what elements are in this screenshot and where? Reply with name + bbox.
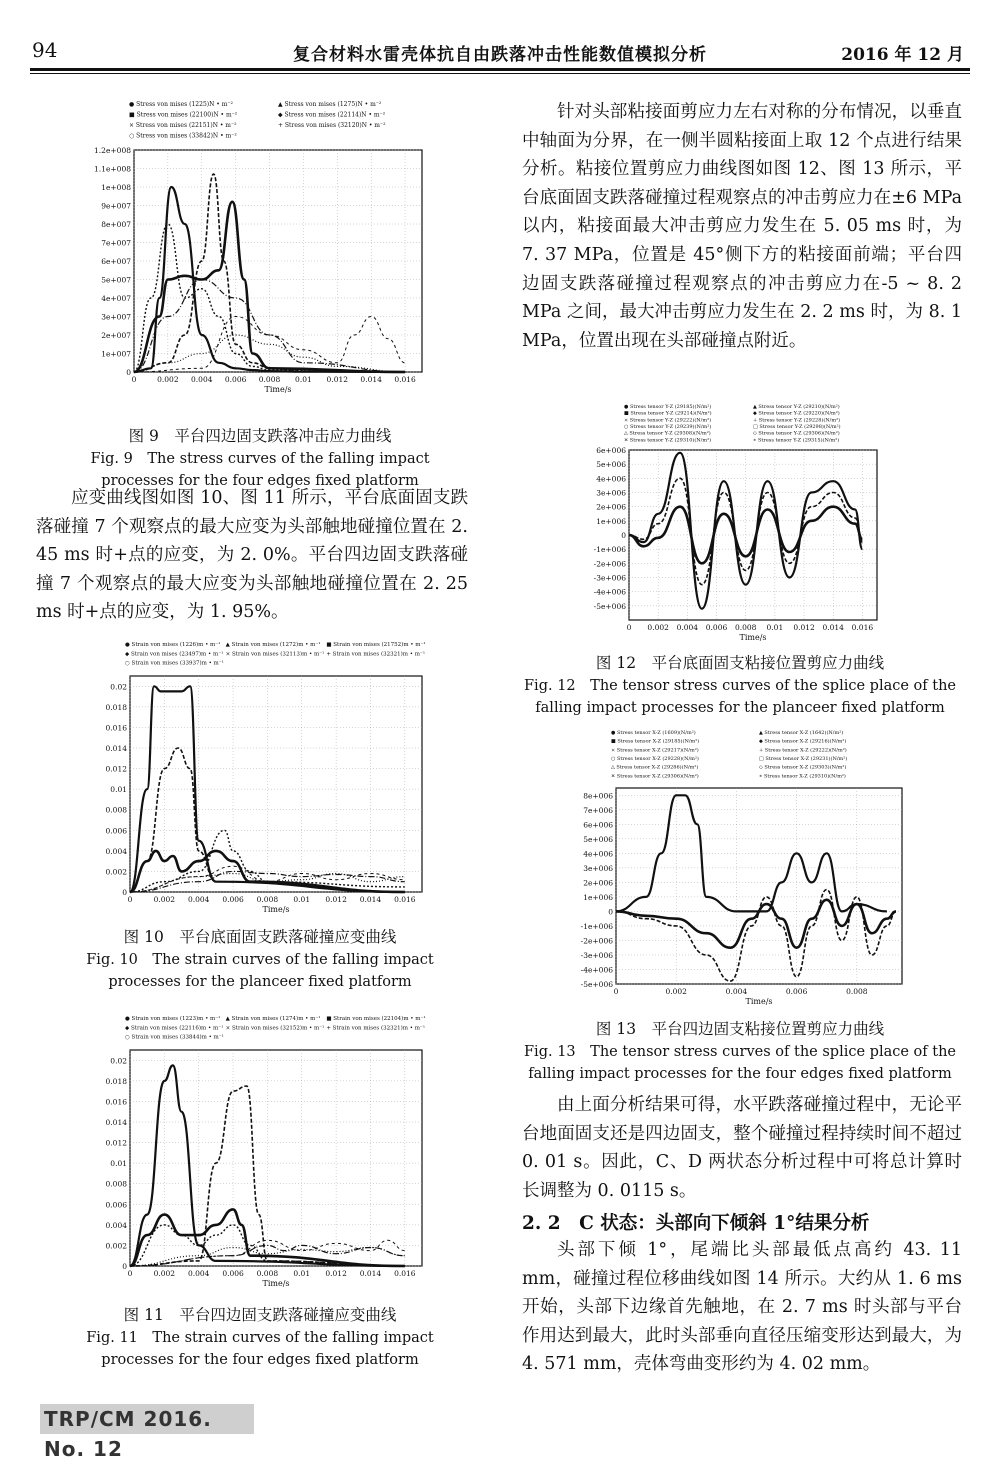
y-tick-label: -5e+006 (593, 601, 626, 611)
legend-entry: ■ Stress tensor X-Z (29185)(N/m²) (611, 738, 700, 745)
header-rule-thin (30, 73, 970, 74)
section-heading: 2. 2 C 状态：头部向下倾斜 1°结果分析 (522, 1213, 870, 1234)
caption-cn: 图 9 平台四边固支跌落冲击应力曲线 (128, 427, 392, 445)
running-title: 复合材料水雷壳体抗自由跌落冲击性能数值模拟分析 (293, 45, 707, 65)
legend-entry: ∗ Stress tensor X-Z (29310)(N/m²) (759, 773, 846, 780)
x-tick-label: 0.01 (766, 623, 784, 632)
legend-entry: ■ Stress von mises (22100)N • m⁻² (129, 111, 238, 119)
figure-10-caption (60, 926, 460, 994)
y-tick-label: 0.016 (105, 1097, 127, 1107)
figure-13-caption (520, 1018, 960, 1086)
caption-en-line1: Fig. 10 The strain curves of the falling impact (86, 951, 434, 968)
x-tick-label: 0.002 (153, 1269, 176, 1278)
legend-entry: ▲ Strain von mises (1272)m • m⁻¹ (225, 642, 321, 648)
x-tick-label: 0 (626, 623, 632, 632)
right-paragraph-3 (522, 1236, 962, 1379)
x-axis-label: Time/s (745, 997, 773, 1006)
x-tick-label: 0.014 (360, 375, 382, 384)
x-tick-label: 0.006 (222, 895, 244, 904)
x-tick-label: 0.016 (394, 895, 416, 904)
y-tick-label: -2e+006 (593, 559, 626, 569)
chart-fig13 (560, 728, 910, 1008)
legend-entry: ■ Strain von mises (22104)m • m⁻¹ (326, 1016, 426, 1022)
figure-10 (90, 640, 430, 920)
legend-entry: × Strain von mises (32113)m • m⁻¹ (225, 651, 325, 658)
legend-entry: ○ Strain von mises (33937)m • m⁻¹ (125, 660, 224, 667)
legend-entry: ● Strain von mises (1223)m • m⁻¹ (125, 1016, 221, 1022)
legend-entry: ● Stress von mises (1225)N • m⁻² (129, 101, 233, 108)
legend-entry: ● Strain von mises (1226)m • m⁻¹ (125, 642, 221, 648)
x-tick-label: 0 (127, 1269, 133, 1278)
y-tick-label: 3e+007 (101, 312, 131, 322)
x-tick-label: 0.01 (293, 895, 311, 904)
y-tick-label: 6e+006 (583, 820, 613, 830)
y-tick-label: 8e+006 (583, 791, 613, 801)
x-tick-label: 0.006 (705, 623, 728, 632)
y-tick-label: 1e+007 (101, 349, 131, 359)
y-tick-label: 1e+006 (583, 892, 613, 902)
y-tick-label: 0 (126, 368, 131, 377)
y-tick-label: 5e+006 (583, 834, 613, 844)
y-tick-label: 0.016 (105, 723, 127, 733)
x-tick-label: 0.004 (187, 895, 210, 904)
x-tick-label: 0.008 (258, 375, 281, 384)
figure-9 (90, 100, 430, 400)
legend-entry: □ Stress tensor X-Z (29231)(N/m²) (759, 756, 848, 762)
legend-entry: ◆ Strain von mises (22116)m • m⁻¹ (125, 1025, 224, 1032)
x-tick-label: 0.006 (224, 375, 247, 384)
chart-fig11 (90, 1014, 430, 1294)
legend-entry: ◇ Stress tensor Y-Z (29306)(N/m²) (753, 430, 840, 437)
y-tick-label: 0.006 (105, 826, 127, 836)
caption-en-line2: processes for the planceer fixed platform (108, 974, 412, 990)
legend-entry: + Stress von mises (32120)N • m⁻² (278, 122, 386, 129)
caption-en-line2: falling impact processes for the four edges fixed platform (528, 1066, 952, 1082)
legend-entry: ▲ Stress von mises (1275)N • m⁻² (278, 101, 382, 108)
right-paragraph-1 (522, 98, 962, 355)
chart-fig12 (585, 402, 885, 642)
y-tick-label: 0.01 (110, 785, 127, 795)
x-tick-label: 0.01 (293, 1269, 311, 1278)
chart-fig9 (90, 100, 430, 400)
caption-en-line1: Fig. 13 The tensor stress curves of the splice place of the (524, 1043, 956, 1060)
caption-en-line2: processes for the four edges fixed platform (101, 1352, 419, 1368)
y-tick-label: 0 (608, 907, 613, 917)
y-tick-label: 7e+007 (101, 238, 131, 248)
figure-11-caption (60, 1304, 460, 1372)
x-tick-label: 0.002 (665, 987, 687, 996)
x-tick-label: 0.014 (359, 1269, 382, 1278)
legend-entry: ○ Strain von mises (33844)m • m⁻¹ (125, 1034, 224, 1041)
plot-frame (616, 788, 902, 984)
header-rule-thick (30, 68, 970, 71)
y-tick-label: 2e+006 (596, 502, 626, 512)
x-tick-label: 0.002 (647, 623, 669, 632)
legend-entry: ◇ Stress tensor X-Z (29303)(N/m²) (759, 764, 847, 771)
legend-entry: ◆ Stress tensor X-Z (29216)(N/m²) (759, 738, 847, 745)
y-tick-label: -3e+006 (593, 573, 626, 583)
y-tick-label: 0.002 (105, 867, 127, 877)
legend-entry: ▲ Stress tensor Y-Z (29210)(N/m²) (753, 404, 840, 410)
legend-entry: ✕ Stress tensor Y-Z (29310)(N/m²) (624, 437, 712, 444)
legend-entry: ▲ Strain von mises (1274)m • m⁻¹ (225, 1016, 321, 1022)
legend-entry: + Stress tensor X-Z (29222)(N/m²) (759, 747, 847, 754)
legend-entry: △ Stress tensor Y-Z (29308)(N/m²) (624, 430, 711, 437)
y-tick-label: 0.018 (105, 1076, 127, 1086)
x-tick-label: 0.002 (153, 895, 176, 904)
legend-entry: × Strain von mises (32152)m • m⁻¹ (225, 1025, 325, 1032)
legend-entry: × Stress tensor X-Z (29217)(N/m²) (611, 747, 699, 754)
legend-entry: △ Stress tensor X-Z (29286)(N/m²) (611, 764, 699, 771)
y-tick-label: -1e+006 (593, 545, 626, 555)
y-tick-label: 6e+006 (596, 446, 626, 455)
figure-12-caption (520, 652, 960, 720)
y-tick-label: 1e+006 (596, 516, 626, 526)
x-tick-label: 0.006 (785, 987, 808, 996)
figure-9-caption (60, 425, 460, 493)
chart-fig10 (90, 640, 430, 920)
caption-cn: 图 11 平台四边固支跌落碰撞应变曲线 (123, 1306, 397, 1324)
left-paragraph-1 (36, 484, 468, 627)
y-tick-label: 4e+006 (583, 849, 613, 859)
y-tick-label: 4e+007 (101, 294, 131, 303)
legend-entry: ○ Stress tensor X-Z (29228)(N/m²) (611, 756, 699, 762)
legend-entry: ● Stress tensor Y-Z (29185)(N/m²) (624, 404, 712, 410)
legend-entry: ■ Stress tensor Y-Z (29214)(N/m²) (624, 410, 712, 417)
y-tick-label: -1e+006 (580, 921, 613, 931)
y-tick-label: 0.008 (105, 805, 127, 815)
y-tick-label: 8e+007 (101, 220, 131, 229)
legend-entry: × Stress tensor Y-Z (29222)(N/m²) (624, 417, 712, 424)
caption-en-line2: processes for the four edges fixed platform (101, 473, 419, 489)
legend-entry: + Strain von mises (32321)m • m⁻¹ (326, 651, 426, 658)
x-tick-label: 0.014 (822, 623, 844, 632)
y-tick-label: 0.008 (105, 1179, 127, 1189)
y-tick-label: 0.002 (105, 1241, 127, 1251)
plot-frame (130, 676, 422, 892)
y-tick-label: -5e+006 (580, 980, 613, 989)
y-tick-label: 0.02 (110, 682, 127, 692)
y-tick-label: 9e+007 (101, 201, 131, 211)
x-tick-label: 0.004 (725, 987, 748, 996)
y-tick-label: 0.02 (110, 1056, 127, 1066)
x-tick-label: 0.008 (734, 623, 757, 632)
x-tick-label: 0.002 (157, 375, 179, 384)
legend-entry: ✕ Stress tensor X-Z (29306)(N/m²) (611, 773, 699, 780)
legend-entry: ◆ Stress tensor Y-Z (29220)(N/m²) (753, 410, 840, 417)
legend-entry: ◆ Stress von mises (22114)N • m⁻² (278, 111, 386, 119)
x-tick-label: 0 (613, 987, 619, 996)
legend-entry: + Strain von mises (32321)m • m⁻¹ (326, 1025, 426, 1032)
caption-en-line1: Fig. 9 The stress curves of the falling impact (90, 450, 430, 467)
figure-13 (560, 728, 910, 1008)
y-tick-label: 0.006 (105, 1200, 127, 1210)
x-tick-label: 0.006 (222, 1269, 244, 1278)
caption-cn: 图 12 平台底面固支粘接位置剪应力曲线 (595, 654, 885, 672)
y-tick-label: 0 (122, 888, 127, 897)
legend-entry: + Stress tensor Y-Z (29228)(N/m²) (753, 417, 841, 424)
legend-entry: ▲ Stress tensor X-Z (1642)(N/m²) (759, 730, 844, 736)
y-tick-label: 4e+006 (596, 474, 626, 484)
y-tick-label: 2e+006 (583, 878, 613, 888)
legend-entry: × Stress von mises (22151)N • m⁻² (129, 122, 237, 129)
y-tick-label: 3e+006 (583, 863, 613, 873)
paragraph-text: 由上面分析结果可得，水平跌落碰撞过程中，无论平台地面固支还是四边固支，整个碰撞过程持续时间不超过 0. 01 s。因此，C、D 两状态分析过程中可将总计算时长调整为 0. 0115 s。 (522, 1095, 962, 1201)
x-tick-label: 0.004 (187, 1269, 210, 1278)
y-tick-label: 0 (122, 1262, 127, 1271)
y-tick-label: 0.014 (105, 1118, 127, 1127)
x-axis-label: Time/s (262, 1279, 290, 1288)
y-tick-label: 1.1e+008 (94, 164, 131, 174)
legend-entry: ◆ Strain von mises (23497)m • m⁻¹ (125, 651, 224, 658)
y-tick-label: 1.2e+008 (94, 146, 131, 155)
x-tick-label: 0.012 (325, 895, 347, 904)
x-tick-label: 0.004 (676, 623, 699, 632)
x-tick-label: 0.014 (359, 895, 382, 904)
paragraph-text: 应变曲线图如图 10、图 11 所示，平台底面固支跌落碰撞 7 个观察点的最大应变为头部触地碰撞位置在 2. 45 ms 时+点的应变，为 2. 0%。平台四边固支跌落碰撞 7 个观察点的最大应变为头部触地碰撞位置在 2. 25 ms 时+点的应变，为 1. 95%。 (36, 488, 468, 623)
y-tick-label: 0.012 (105, 764, 127, 774)
y-tick-label: 5e+007 (101, 275, 131, 285)
y-tick-label: 2e+007 (101, 331, 131, 340)
y-tick-label: 5e+006 (596, 460, 626, 470)
y-tick-label: 0.004 (105, 1220, 127, 1230)
x-tick-label: 0.016 (394, 1269, 416, 1278)
x-tick-label: 0.012 (793, 623, 815, 632)
footer-journal-label: TRP/CM 2016. No. 12 (40, 1404, 254, 1434)
x-tick-label: 0.01 (295, 375, 312, 384)
running-header (0, 38, 1000, 72)
page-number: 94 (32, 38, 58, 62)
y-tick-label: 1e+008 (101, 183, 131, 192)
right-paragraph-2 (522, 1091, 962, 1205)
caption-en-line2: falling impact processes for the planceer fixed platform (535, 700, 945, 716)
x-tick-label: 0.008 (256, 895, 279, 904)
y-tick-label: 3e+006 (596, 488, 626, 498)
y-tick-label: 6e+007 (101, 257, 131, 266)
caption-en-line1: Fig. 11 The strain curves of the falling impact (86, 1329, 434, 1346)
legend-entry: ● Stress tensor X-Z (1609)(N/m²) (611, 730, 696, 736)
y-tick-label: 0.014 (105, 744, 127, 753)
legend-entry: ○ Stress von mises (33842)N • m⁻² (129, 132, 237, 140)
y-tick-label: 0.012 (105, 1138, 127, 1148)
figure-12 (585, 402, 885, 642)
y-tick-label: -2e+006 (580, 936, 613, 946)
y-tick-label: 0.018 (105, 702, 127, 712)
legend-entry: ○ Stress tensor Y-Z (29239)(N/m²) (624, 424, 712, 430)
y-tick-label: 0.01 (110, 1159, 127, 1169)
caption-en-line1: Fig. 12 The tensor stress curves of the splice place of the (524, 677, 956, 694)
x-axis-label: Time/s (262, 905, 290, 914)
x-tick-label: 0.016 (851, 623, 874, 632)
issue-date: 2016 年 12 月 (841, 45, 964, 65)
y-tick-label: 7e+006 (583, 805, 613, 815)
x-tick-label: 0.012 (325, 1269, 347, 1278)
caption-cn: 图 13 平台四边固支粘接位置剪应力曲线 (595, 1020, 885, 1038)
x-tick-label: 0.012 (326, 375, 349, 384)
plot-frame (130, 1050, 422, 1266)
x-axis-label: Time/s (264, 385, 292, 394)
legend-entry: ∗ Stress tensor Y-Z (29315)(N/m²) (753, 437, 840, 444)
y-tick-label: -4e+006 (580, 965, 613, 975)
paragraph-text: 针对头部粘接面剪应力左右对称的分布情况，以垂直中轴面为分界，在一侧半圆粘接面上取 12 个点进行结果分析。粘接位置剪应力曲线图如图 12、图 13 所示，平台底面固支跌落碰撞过程观察点的冲击剪应力在±6 MPa 以内，粘接面最大冲击剪应力发生在 5. 05 ms 时，为 7. 37 MPa，位置是 45°侧下方的粘接面前端；平台四边固支跌落碰撞过程观察点的冲击剪应力在-5 ~ 8. 2 MPa 之间，最大冲击剪应力发生在 2. 2 ms 时，为 8. 1 MPa，位置出现在头部碰撞点附近。 (522, 102, 962, 351)
legend-entry: ■ Strain von mises (21752)m • m⁻¹ (326, 642, 426, 648)
x-tick-label: 0 (127, 895, 133, 904)
y-tick-label: 0 (621, 531, 626, 540)
x-tick-label: 0 (131, 375, 137, 384)
x-tick-label: 0.008 (846, 987, 868, 996)
y-tick-label: 0.004 (105, 846, 127, 856)
legend-entry: □ Stress tensor Y-Z (29298)(N/m²) (753, 424, 841, 430)
figure-11 (90, 1014, 430, 1294)
caption-cn: 图 10 平台底面固支跌落碰撞应变曲线 (123, 928, 397, 946)
y-tick-label: -4e+006 (593, 587, 626, 597)
x-tick-label: 0.008 (256, 1269, 279, 1278)
x-tick-label: 0.016 (394, 375, 416, 384)
paragraph-text: 头部下倾 1°，尾端比头部最低点高约 43. 11 mm，碰撞过程位移曲线如图 14 所示。大约从 1. 6 ms 开始，头部下边缘首先触地，在 2. 7 ms 时头部与平台作用达到最大，此时头部垂向直径压缩变形达到最大，为 4. 571 mm，壳体弯曲变形约为 4. 02 mm。 (522, 1240, 962, 1375)
x-tick-label: 0.004 (191, 375, 213, 384)
y-tick-label: -3e+006 (580, 950, 613, 960)
x-axis-label: Time/s (739, 633, 767, 642)
